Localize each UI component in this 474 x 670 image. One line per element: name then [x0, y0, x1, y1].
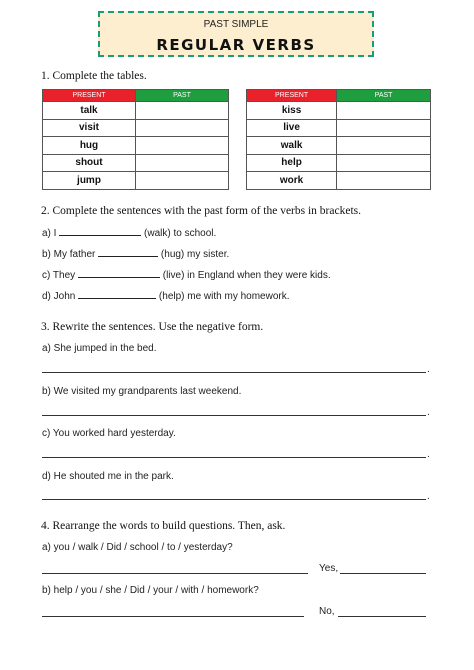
sentence-d — [42, 289, 290, 302]
past-answer-cell[interactable] — [337, 172, 431, 190]
table-row — [247, 154, 431, 172]
present-verb: work — [247, 172, 337, 190]
present-verb: visit — [43, 119, 136, 137]
table-row — [43, 119, 229, 137]
table-row — [247, 119, 431, 137]
worksheet-title: REGULAR VERBS — [156, 36, 316, 54]
present-verb: jump — [43, 172, 136, 190]
sentence-end: (live) in England when they were kids. — [162, 270, 331, 281]
no-answer-line[interactable] — [338, 616, 426, 617]
past-answer-cell[interactable] — [136, 102, 229, 120]
sentence-end: (help) me with my homework. — [158, 291, 290, 302]
table1-past-header: PAST — [136, 90, 229, 102]
present-verb: talk — [43, 102, 136, 120]
no-answer-label: No, — [319, 606, 335, 617]
past-answer-cell[interactable] — [337, 119, 431, 137]
answer-blank[interactable] — [59, 226, 141, 236]
sentence-end: (walk) to school. — [144, 228, 217, 239]
past-answer-cell[interactable] — [337, 154, 431, 172]
rewrite-sentence-d: d) He shouted me in the park. — [42, 471, 174, 482]
past-answer-cell[interactable] — [136, 154, 229, 172]
table2-past-header: PAST — [337, 90, 431, 102]
verb-table-2 — [246, 89, 431, 190]
exercise-2-heading: 2. Complete the sentences with the past form of the verbs in brackets. — [41, 205, 361, 217]
present-verb: help — [247, 154, 337, 172]
verb-table-1 — [42, 89, 229, 190]
rewrite-sentence-c: c) You worked hard yesterday. — [42, 428, 176, 439]
present-verb: hug — [43, 137, 136, 155]
sentence-start: c) They — [42, 270, 76, 281]
sentence-start: d) John — [42, 291, 76, 302]
yes-answer-line[interactable] — [340, 573, 426, 574]
rewrite-sentence-b: b) We visited my grandparents last weekend. — [42, 386, 242, 397]
past-answer-cell[interactable] — [136, 172, 229, 190]
sentence-a — [42, 226, 216, 239]
table-row — [247, 137, 431, 155]
answer-line[interactable] — [42, 499, 426, 500]
answer-line[interactable] — [42, 372, 426, 373]
sentence-end: (hug) my sister. — [160, 249, 230, 260]
sentence-start: b) My father — [42, 249, 96, 260]
answer-blank[interactable] — [98, 247, 158, 257]
sentence-start: a) I — [42, 228, 57, 239]
rewrite-sentence-a: a) She jumped in the bed. — [42, 343, 157, 354]
worksheet-subtitle: PAST SIMPLE — [203, 19, 269, 30]
table-row — [43, 154, 229, 172]
answer-line[interactable] — [42, 415, 426, 416]
present-verb: live — [247, 119, 337, 137]
rearrange-question-a: a) you / walk / Did / school / to / yesterday? — [42, 542, 233, 553]
table-row — [43, 102, 229, 120]
answer-blank[interactable] — [78, 289, 156, 299]
past-answer-cell[interactable] — [337, 102, 431, 120]
sentence-b — [42, 247, 229, 260]
exercise-3-heading: 3. Rewrite the sentences. Use the negative form. — [41, 321, 264, 333]
question-line[interactable] — [42, 616, 304, 617]
line-end-period: . — [427, 449, 430, 460]
past-answer-cell[interactable] — [136, 119, 229, 137]
table2-present-header: PRESENT — [247, 90, 337, 102]
table-row — [247, 102, 431, 120]
present-verb: walk — [247, 137, 337, 155]
answer-line[interactable] — [42, 457, 426, 458]
rearrange-question-b: b) help / you / she / Did / your / with / homework? — [42, 585, 259, 596]
question-line[interactable] — [42, 573, 308, 574]
present-verb: kiss — [247, 102, 337, 120]
yes-answer-label: Yes, — [319, 563, 339, 574]
title-box — [98, 11, 374, 57]
past-answer-cell[interactable] — [136, 137, 229, 155]
line-end-period: . — [427, 491, 430, 502]
line-end-period: . — [427, 364, 430, 375]
table-row — [43, 137, 229, 155]
answer-blank[interactable] — [78, 268, 160, 278]
table-row — [43, 172, 229, 190]
present-verb: shout — [43, 154, 136, 172]
table-row — [247, 172, 431, 190]
sentence-c — [42, 268, 331, 281]
exercise-1-heading: 1. Complete the tables. — [41, 70, 147, 82]
line-end-period: . — [427, 407, 430, 418]
table1-present-header: PRESENT — [43, 90, 136, 102]
exercise-4-heading: 4. Rearrange the words to build questions. Then, ask. — [41, 520, 286, 532]
past-answer-cell[interactable] — [337, 137, 431, 155]
